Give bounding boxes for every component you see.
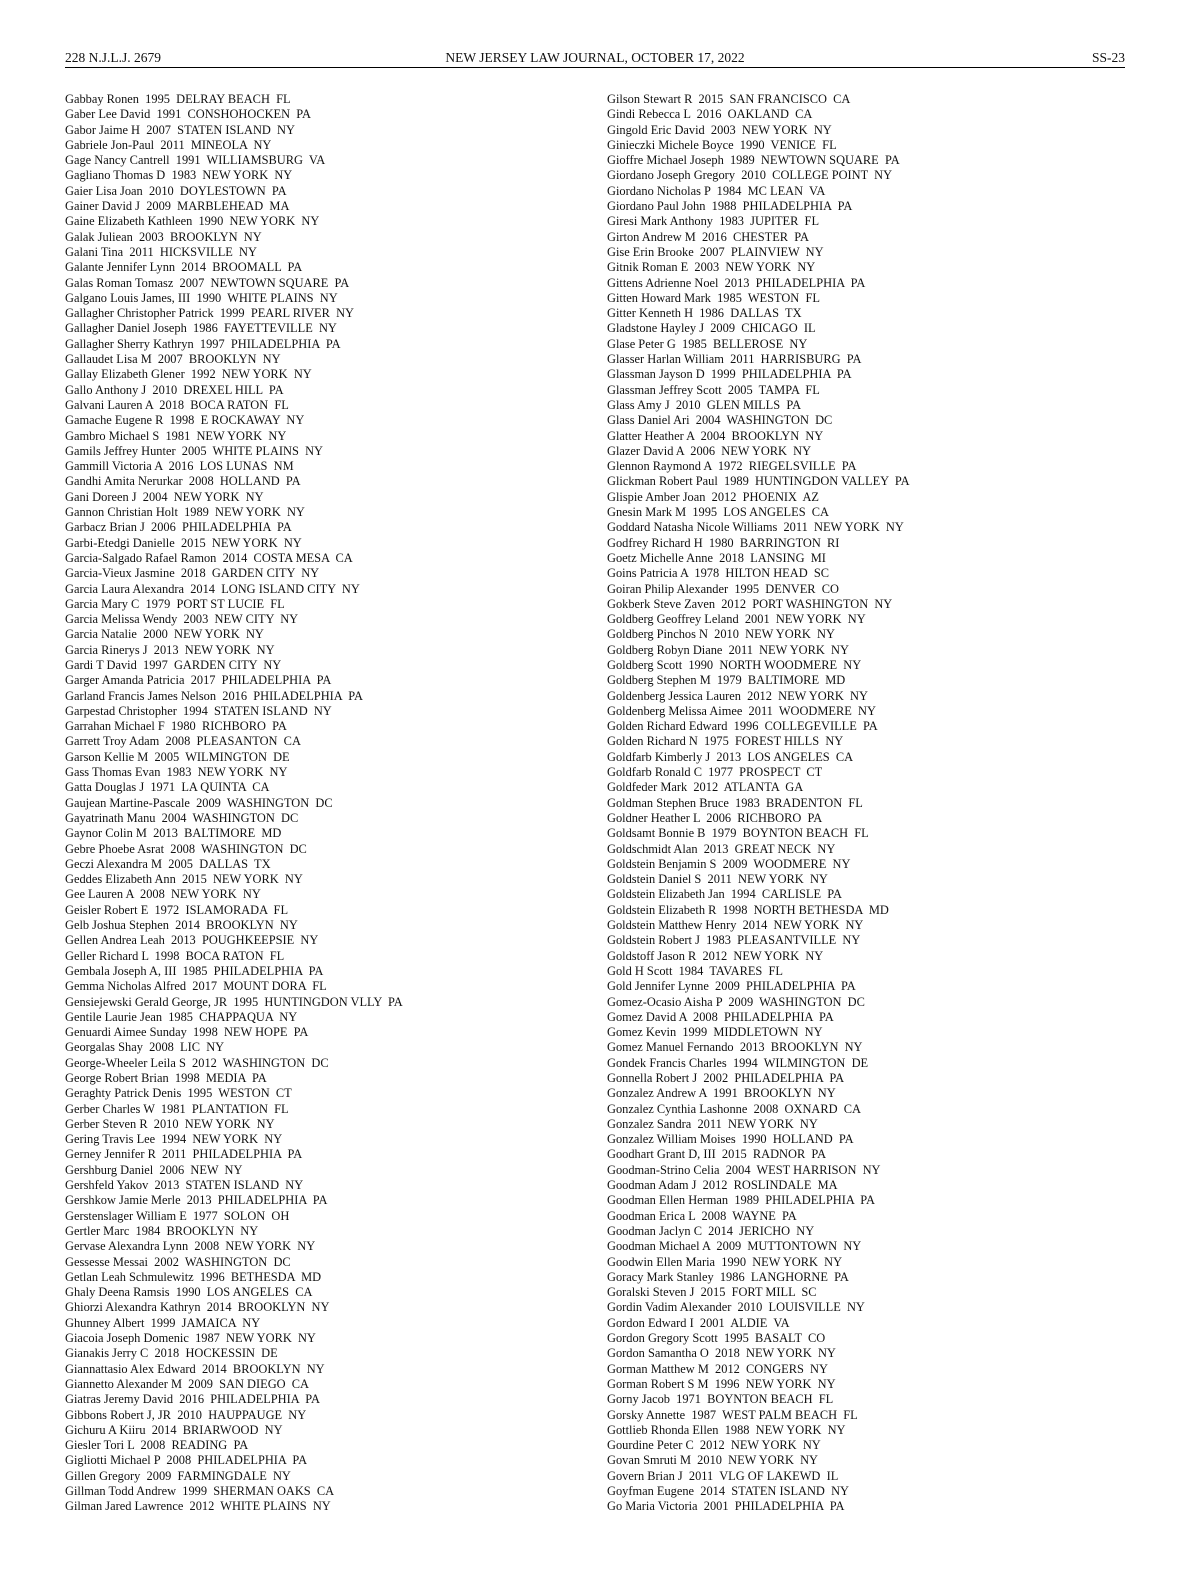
attorney-entry: Gonzalez William Moises 1990 HOLLAND PA [607,1132,854,1147]
attorney-entry: Gordon Edward I 2001 ALDIE VA [607,1315,790,1330]
attorney-entry: Garcia Mary C 1979 PORT ST LUCIE FL [65,596,285,611]
attorney-entry: Goldstoff Jason R 2012 NEW YORK NY [607,948,824,963]
attorney-entry: Goldfarb Kimberly J 2013 LOS ANGELES CA [607,749,854,764]
attorney-entry: Gorman Robert S M 1996 NEW YORK NY [607,1376,836,1391]
attorney-entry: Glazer David A 2006 NEW YORK NY [607,443,812,458]
attorney-entry: Gaber Lee David 1991 CONSHOHOCKEN PA [65,107,311,122]
left-column [65,92,585,1515]
attorney-entry: Garbacz Brian J 2006 PHILADELPHIA PA [65,520,292,535]
attorney-entry: Gillman Todd Andrew 1999 SHERMAN OAKS CA [65,1484,335,1499]
attorney-entry: Giacoia Joseph Domenic 1987 NEW YORK NY [65,1331,316,1346]
attorney-entry: Geczi Alexandra M 2005 DALLAS TX [65,856,271,871]
attorney-entry: Gladstone Hayley J 2009 CHICAGO IL [607,321,816,336]
attorney-entry: Gebre Phoebe Asrat 2008 WASHINGTON DC [65,841,307,856]
attorney-entry: Gainer David J 2009 MARBLEHEAD MA [65,199,290,214]
attorney-entry: Gabbay Ronen 1995 DELRAY BEACH FL [65,92,291,106]
attorney-entry: Gallaudet Lisa M 2007 BROOKLYN NY [65,352,281,367]
attorney-entry: Gichuru A Kiiru 2014 BRIARWOOD NY [65,1422,283,1437]
attorney-entry: Gertler Marc 1984 BROOKLYN NY [65,1223,259,1238]
attorney-entry: Gensiejewski Gerald George, JR 1995 HUNTINGDON VLLY PA [65,994,403,1009]
attorney-entry: Gomez-Ocasio Aisha P 2009 WASHINGTON DC [607,994,865,1009]
attorney-entry: Gelb Joshua Stephen 2014 BROOKLYN NY [65,918,298,933]
attorney-entry: Gayatrinath Manu 2004 WASHINGTON DC [65,810,299,825]
attorney-entry: Goodman Adam J 2012 ROSLINDALE MA [607,1178,838,1193]
attorney-entry: Gambro Michael S 1981 NEW YORK NY [65,428,287,443]
attorney-entry: Goldstein Robert J 1983 PLEASANTVILLE NY [607,933,861,948]
attorney-entry: Giresi Mark Anthony 1983 JUPITER FL [607,214,820,229]
attorney-entry: Gorny Jacob 1971 BOYNTON BEACH FL [607,1392,834,1407]
attorney-entry: Gatta Douglas J 1971 LA QUINTA CA [65,780,270,795]
attorney-entry: Garpestad Christopher 1994 STATEN ISLAND NY [65,703,332,718]
attorney-entry: Galak Juliean 2003 BROOKLYN NY [65,229,262,244]
attorney-entry: Gee Lauren A 2008 NEW YORK NY [65,887,261,902]
attorney-entry: Giordano Joseph Gregory 2010 COLLEGE POINT NY [607,168,893,183]
attorney-entry: Gaujean Martine-Pascale 2009 WASHINGTON DC [65,795,333,810]
attorney-entry: Gerber Steven R 2010 NEW YORK NY [65,1116,275,1131]
attorney-entry: Gold H Scott 1984 TAVARES FL [607,963,783,978]
attorney-entry: Glass Daniel Ari 2004 WASHINGTON DC [607,413,833,428]
attorney-entry: Gannon Christian Holt 1989 NEW YORK NY [65,505,305,520]
attorney-entry: Gamils Jeffrey Hunter 2005 WHITE PLAINS NY [65,443,323,458]
attorney-entry: Goldberg Pinchos N 2010 NEW YORK NY [607,627,835,642]
attorney-entry: Gessesse Messai 2002 WASHINGTON DC [65,1254,291,1269]
attorney-entry: Gordon Gregory Scott 1995 BASALT CO [607,1331,826,1346]
attorney-entry: Genuardi Aimee Sunday 1998 NEW HOPE PA [65,1025,309,1040]
attorney-entry: Garson Kellie M 2005 WILMINGTON DE [65,749,290,764]
attorney-entry: Gomez David A 2008 PHILADELPHIA PA [607,1009,834,1024]
attorney-entry: Goldsamt Bonnie B 1979 BOYNTON BEACH FL [607,826,869,841]
attorney-entry: Giesler Tori L 2008 READING PA [65,1438,249,1453]
attorney-entry: George-Wheeler Leila S 2012 WASHINGTON DC [65,1055,329,1070]
attorney-entry: Gemma Nicholas Alfred 2017 MOUNT DORA FL [65,979,327,994]
attorney-entry: Gabriele Jon-Paul 2011 MINEOLA NY [65,137,272,152]
attorney-entry: Gitnik Roman E 2003 NEW YORK NY [607,260,816,275]
attorney-entry: Garrett Troy Adam 2008 PLEASANTON CA [65,734,301,749]
attorney-entry: Garcia Laura Alexandra 2014 LONG ISLAND CITY NY [65,581,360,596]
attorney-entry: Gershburg Daniel 2006 NEW NY [65,1162,243,1177]
attorney-entry: Gellen Andrea Leah 2013 POUGHKEEPSIE NY [65,933,319,948]
attorney-entry: Goodman Jaclyn C 2014 JERICHO NY [607,1223,815,1238]
attorney-entry: Golden Richard N 1975 FOREST HILLS NY [607,734,844,749]
attorney-entry: Gass Thomas Evan 1983 NEW YORK NY [65,765,288,780]
attorney-entry: Gourdine Peter C 2012 NEW YORK NY [607,1438,821,1453]
attorney-entry: Goetz Michelle Anne 2018 LANSING MI [607,550,826,565]
attorney-entry: Glennon Raymond A 1972 RIEGELSVILLE PA [607,459,857,474]
attorney-entry: Glatter Heather A 2004 BROOKLYN NY [607,428,824,443]
attorney-entry: Goldschmidt Alan 2013 GREAT NECK NY [607,841,836,856]
publication-title: NEW JERSEY LAW JOURNAL, OCTOBER 17, 2022 [445,50,745,65]
attorney-entry: Goralski Steven J 2015 FORT MILL SC [607,1285,817,1300]
attorney-entry: Getlan Leah Schmulewitz 1996 BETHESDA MD [65,1269,322,1284]
attorney-entry: Galas Roman Tomasz 2007 NEWTOWN SQUARE PA [65,275,350,290]
attorney-entry: Gallay Elizabeth Glener 1992 NEW YORK NY [65,367,312,382]
attorney-entry: Gallagher Daniel Joseph 1986 FAYETTEVILLE NY [65,321,337,336]
attorney-entry: Goldenberg Jessica Lauren 2012 NEW YORK NY [607,688,868,703]
attorney-entry: Gorman Matthew M 2012 CONGERS NY [607,1361,828,1376]
attorney-entry: Goldstein Elizabeth R 1998 NORTH BETHESDA MD [607,902,889,917]
attorney-entry: Glispie Amber Joan 2012 PHOENIX AZ [607,489,820,504]
attorney-entry: Galante Jennifer Lynn 2014 BROOMALL PA [65,260,303,275]
attorney-entry: Goracy Mark Stanley 1986 LANGHORNE PA [607,1269,849,1284]
attorney-entry: Gnesin Mark M 1995 LOS ANGELES CA [607,505,829,520]
attorney-entry: Goodwin Ellen Maria 1990 NEW YORK NY [607,1254,843,1269]
attorney-entry: Goldberg Robyn Diane 2011 NEW YORK NY [607,642,849,657]
attorney-entry: Garcia Natalie 2000 NEW YORK NY [65,627,264,642]
attorney-entry: Glassman Jeffrey Scott 2005 TAMPA FL [607,382,820,397]
attorney-entry: Gerstenslager William E 1977 SOLON OH [65,1208,290,1223]
attorney-entry: Godfrey Richard H 1980 BARRINGTON RI [607,535,840,550]
attorney-entry: Golden Richard Edward 1996 COLLEGEVILLE PA [607,719,878,734]
attorney-entry: Govern Brian J 2011 VLG OF LAKEWD IL [607,1468,839,1483]
page-number: SS-23 [1091,50,1125,65]
attorney-entry: Galgano Louis James, III 1990 WHITE PLAINS NY [65,290,338,305]
attorney-entry: Gonzalez Sandra 2011 NEW YORK NY [607,1116,818,1131]
attorney-entry: Gittens Adrienne Noel 2013 PHILADELPHIA PA [607,275,866,290]
attorney-entry: Gallo Anthony J 2010 DREXEL HILL PA [65,382,284,397]
attorney-entry: Gitten Howard Mark 1985 WESTON FL [607,290,820,305]
attorney-entry: Gottlieb Rhonda Ellen 1988 NEW YORK NY [607,1422,846,1437]
attorney-entry: Goldfarb Ronald C 1977 PROSPECT CT [607,765,823,780]
attorney-entry: Gordin Vadim Alexander 2010 LOUISVILLE NY [607,1300,865,1315]
attorney-entry: Garrahan Michael F 1980 RICHBORO PA [65,719,287,734]
attorney-entry: Goldfeder Mark 2012 ATLANTA GA [607,780,804,795]
attorney-entry: Ghaly Deena Ramsis 1990 LOS ANGELES CA [65,1285,313,1300]
attorney-entry: Gagliano Thomas D 1983 NEW YORK NY [65,168,293,183]
attorney-entry: Gioffre Michael Joseph 1989 NEWTOWN SQUARE PA [607,153,900,168]
attorney-entry: Gonzalez Andrew A 1991 BROOKLYN NY [607,1086,836,1101]
attorney-entry: Gilson Stewart R 2015 SAN FRANCISCO CA [607,92,851,106]
attorney-entry: George Robert Brian 1998 MEDIA PA [65,1071,267,1085]
attorney-entry: Gembala Joseph A, III 1985 PHILADELPHIA PA [65,963,324,978]
attorney-entry: Goddard Natasha Nicole Williams 2011 NEW YORK NY [607,520,904,535]
attorney-entry: Gervase Alexandra Lynn 2008 NEW YORK NY [65,1239,316,1254]
attorney-entry: Goldstein Benjamin S 2009 WOODMERE NY [607,856,851,871]
attorney-entry: Goodman Erica L 2008 WAYNE PA [607,1208,797,1223]
attorney-entry: Gardi T David 1997 GARDEN CITY NY [65,657,282,672]
attorney-entry: Gani Doreen J 2004 NEW YORK NY [65,489,264,504]
attorney-entry: Geraghty Patrick Denis 1995 WESTON CT [65,1086,292,1101]
attorney-entry: Georgalas Shay 2008 LIC NY [65,1040,225,1055]
attorney-entry: Goodhart Grant D, III 2015 RADNOR PA [607,1147,827,1162]
attorney-entry: Gokberk Steve Zaven 2012 PORT WASHINGTON NY [607,596,893,611]
right-column [607,92,1127,1515]
attorney-entry: Gamache Eugene R 1998 E ROCKAWAY NY [65,413,305,428]
attorney-entry: Gordon Samantha O 2018 NEW YORK NY [607,1346,836,1361]
attorney-entry: Gershfeld Yakov 2013 STATEN ISLAND NY [65,1178,304,1193]
attorney-entry: Gitter Kenneth H 1986 DALLAS TX [607,306,802,321]
attorney-entry: Gilman Jared Lawrence 2012 WHITE PLAINS NY [65,1499,331,1514]
attorney-entry: Gershkow Jamie Merle 2013 PHILADELPHIA PA [65,1193,328,1208]
attorney-entry: Glassman Jayson D 1999 PHILADELPHIA PA [607,367,852,382]
attorney-entry: Gingold Eric David 2003 NEW YORK NY [607,122,832,137]
attorney-entry: Garger Amanda Patricia 2017 PHILADELPHIA PA [65,673,332,688]
attorney-entry: Goldberg Geoffrey Leland 2001 NEW YORK NY [607,612,866,627]
attorney-entry: Gentile Laurie Jean 1985 CHAPPAQUA NY [65,1009,298,1024]
attorney-entry: Gindi Rebecca L 2016 OAKLAND CA [607,107,813,122]
attorney-entry: Go Maria Victoria 2001 PHILADELPHIA PA [607,1499,845,1514]
attorney-entry: Goodman-Strino Celia 2004 WEST HARRISON NY [607,1162,881,1177]
attorney-entry: Goiran Philip Alexander 1995 DENVER CO [607,581,839,596]
attorney-entry: Gering Travis Lee 1994 NEW YORK NY [65,1132,283,1147]
attorney-entry: Geddes Elizabeth Ann 2015 NEW YORK NY [65,872,303,887]
attorney-entry: Galani Tina 2011 HICKSVILLE NY [65,244,257,259]
attorney-entry: Goyfman Eugene 2014 STATEN ISLAND NY [607,1484,849,1499]
attorney-entry: Girton Andrew M 2016 CHESTER PA [607,229,809,244]
attorney-entry: Gigliotti Michael P 2008 PHILADELPHIA PA [65,1453,308,1468]
attorney-entry: Gaine Elizabeth Kathleen 1990 NEW YORK NY [65,214,320,229]
attorney-entry: Goldstein Elizabeth Jan 1994 CARLISLE PA [607,887,842,902]
attorney-entry: Gomez Kevin 1999 MIDDLETOWN NY [607,1025,823,1040]
attorney-entry: Goldenberg Melissa Aimee 2011 WOODMERE NY [607,703,876,718]
attorney-entry: Govan Smruti M 2010 NEW YORK NY [607,1453,818,1468]
attorney-entry: Goins Patricia A 1978 HILTON HEAD SC [607,566,830,581]
attorney-entry: Gondek Francis Charles 1994 WILMINGTON DE [607,1055,869,1070]
attorney-entry: Goldstein Matthew Henry 2014 NEW YORK NY [607,918,864,933]
attorney-entry: Gorsky Annette 1987 WEST PALM BEACH FL [607,1407,858,1422]
page-citation: 228 N.J.L.J. 2679 [65,50,162,65]
attorney-entry: Gianakis Jerry C 2018 HOCKESSIN DE [65,1346,278,1361]
attorney-entry: Glass Amy J 2010 GLEN MILLS PA [607,397,802,412]
attorney-entry: Gallagher Christopher Patrick 1999 PEARL RIVER NY [65,306,354,321]
attorney-entry: Gerber Charles W 1981 PLANTATION FL [65,1101,289,1116]
attorney-entry: Galvani Lauren A 2018 BOCA RATON FL [65,397,289,412]
attorney-entry: Garcia-Salgado Rafael Ramon 2014 COSTA MESA CA [65,550,353,565]
attorney-entry: Gaynor Colin M 2013 BALTIMORE MD [65,826,282,841]
attorney-entry: Gise Erin Brooke 2007 PLAINVIEW NY [607,244,824,259]
attorney-entry: Gallagher Sherry Kathryn 1997 PHILADELPHIA PA [65,336,341,351]
attorney-entry: Goodman Ellen Herman 1989 PHILADELPHIA PA [607,1193,875,1208]
attorney-entry: Ginieczki Michele Boyce 1990 VENICE FL [607,137,837,152]
attorney-entry: Garcia Rinerys J 2013 NEW YORK NY [65,642,275,657]
attorney-entry: Giannattasio Alex Edward 2014 BROOKLYN NY [65,1361,325,1376]
attorney-entry: Gerney Jennifer R 2011 PHILADELPHIA PA [65,1147,303,1162]
attorney-entry: Garcia Melissa Wendy 2003 NEW CITY NY [65,612,299,627]
page-header [65,49,1125,68]
attorney-entry: Gaier Lisa Joan 2010 DOYLESTOWN PA [65,183,287,198]
attorney-entry: Gammill Victoria A 2016 LOS LUNAS NM [65,459,294,474]
attorney-entry: Gandhi Amita Nerurkar 2008 HOLLAND PA [65,474,301,489]
attorney-entry: Giordano Nicholas P 1984 MC LEAN VA [607,183,826,198]
attorney-entry: Giatras Jeremy David 2016 PHILADELPHIA PA [65,1392,320,1407]
attorney-entry: Glickman Robert Paul 1989 HUNTINGDON VALLEY PA [607,474,910,489]
attorney-entry: Gillen Gregory 2009 FARMINGDALE NY [65,1468,291,1483]
attorney-entry: Goldner Heather L 2006 RICHBORO PA [607,810,823,825]
attorney-entry: Goldstein Daniel S 2011 NEW YORK NY [607,872,828,887]
attorney-entry: Geisler Robert E 1972 ISLAMORADA FL [65,902,289,917]
attorney-entry: Gonzalez Cynthia Lashonne 2008 OXNARD CA [607,1101,861,1116]
attorney-entry: Giannetto Alexander M 2009 SAN DIEGO CA [65,1376,309,1391]
attorney-entry: Ghunney Albert 1999 JAMAICA NY [65,1315,261,1330]
attorney-entry: Garcia-Vieux Jasmine 2018 GARDEN CITY NY [65,566,320,581]
attorney-entry: Gabor Jaime H 2007 STATEN ISLAND NY [65,122,295,137]
attorney-entry: Glasser Harlan William 2011 HARRISBURG PA [607,352,862,367]
attorney-entry: Gibbons Robert J, JR 2010 HAUPPAUGE NY [65,1407,307,1422]
attorney-entry: Glase Peter G 1985 BELLEROSE NY [607,336,808,351]
attorney-entry: Goodman Michael A 2009 MUTTONTOWN NY [607,1239,862,1254]
attorney-entry: Geller Richard L 1998 BOCA RATON FL [65,948,285,963]
attorney-entry: Gomez Manuel Fernando 2013 BROOKLYN NY [607,1040,863,1055]
attorney-entry: Gage Nancy Cantrell 1991 WILLIAMSBURG VA [65,153,326,168]
attorney-entry: Gold Jennifer Lynne 2009 PHILADELPHIA PA [607,979,856,994]
attorney-entry: Garbi-Etedgi Danielle 2015 NEW YORK NY [65,535,302,550]
attorney-entry: Goldberg Stephen M 1979 BALTIMORE MD [607,673,846,688]
attorney-entry: Garland Francis James Nelson 2016 PHILADELPHIA PA [65,688,363,703]
attorney-entry: Ghiorzi Alexandra Kathryn 2014 BROOKLYN NY [65,1300,330,1315]
attorney-entry: Goldberg Scott 1990 NORTH WOODMERE NY [607,657,862,672]
attorney-entry: Goldman Stephen Bruce 1983 BRADENTON FL [607,795,863,810]
attorney-entry: Giordano Paul John 1988 PHILADELPHIA PA [607,199,853,214]
attorney-entry: Gonnella Robert J 2002 PHILADELPHIA PA [607,1071,845,1085]
